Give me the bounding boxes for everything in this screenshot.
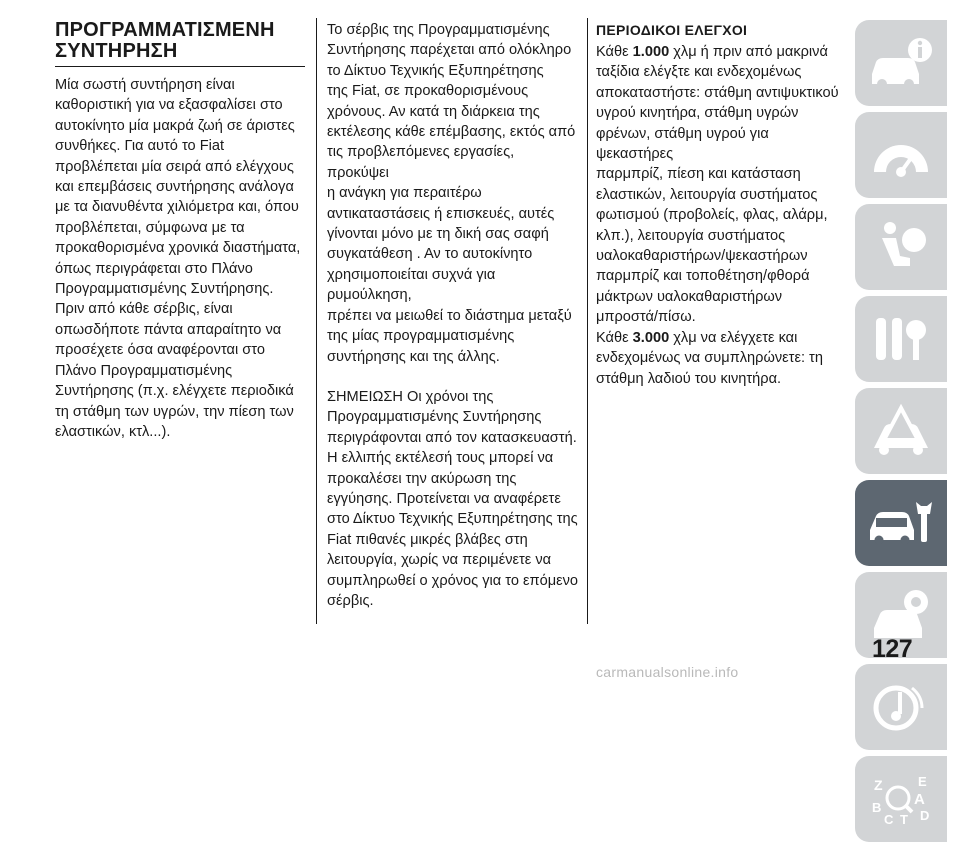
column-divider	[316, 18, 317, 624]
text-line: προβλέπεται, σύμφωνα με τα	[55, 219, 245, 236]
text-line: φρένων, στάθμη υγρού για ψεκαστήρες	[596, 125, 769, 163]
service-paragraph	[327, 20, 579, 367]
text-line: το Δίκτυο Τεχνικής Εξυπηρέτησης	[327, 62, 544, 79]
text-line: υγρού κινητήρα, στάθμη υγρών	[596, 105, 799, 122]
text-line: η ανάγκη για περαιτέρω	[327, 185, 482, 202]
text-line: ελαστικών, λειτουργία συστήματος	[596, 186, 818, 203]
text-line: φωτισμού (προβολείς, φλας, αλάρμ,	[596, 207, 828, 224]
text-line: παρμπρίζ, πίεση και κατάσταση	[596, 166, 801, 183]
svg-text:A: A	[914, 791, 925, 808]
text-line: γίνονται μόνο με τη δική σας σαφή	[327, 226, 549, 243]
text-line: μάκτρων υαλοκαθαριστήρων	[596, 288, 783, 305]
text-line: περιγράφονται από τον κατασκευαστή.	[327, 429, 577, 446]
column-1	[55, 20, 305, 442]
text-line: κλπ.), λειτουργία συστήματος	[596, 227, 786, 244]
text-line: Η ελλιπής εκτέλεσή τους μπορεί να	[327, 450, 554, 467]
tab-starting-driving[interactable]	[855, 296, 947, 382]
text-line: Πριν από κάθε σέρβις, είναι	[55, 301, 233, 318]
chapter-sidebar	[855, 20, 947, 848]
text-line: Πλάνο Προγραμματισμένης	[55, 362, 233, 379]
text-line: στο Δίκτυο Τεχνικής Εξυπηρέτησης της	[327, 511, 578, 528]
tab-emergency[interactable]	[855, 388, 947, 474]
text-line: Προγραμματισμένης Συντήρησης	[327, 409, 542, 426]
page-number: 127	[872, 635, 913, 663]
tab-multimedia[interactable]	[855, 664, 947, 750]
periodic-checks-heading: ΠΕΡΙΟΔΙΚΟΙ ΕΛΕΓΧΟΙ	[596, 22, 748, 38]
text-line: αντικαταστάσεις ή επισκευές, αυτές	[327, 205, 555, 222]
text-line: συνθήκες. Για αυτό το Fiat	[55, 138, 225, 155]
text-line: Fiat πιθανές μικρές βλάβες στη	[327, 531, 528, 548]
tab-dashboard[interactable]	[855, 112, 947, 198]
text-line: προσέχετε όσα αναφέρονται στο	[55, 342, 265, 359]
text-line: ενδεχομένως να συμπληρώνετε: τη	[596, 350, 823, 367]
text-line: αυτοκίνητο μία μακρά ζωή σε άριστες	[55, 117, 295, 134]
checks-1000km-paragraph: Κάθε 1.000 χλμ ή πριν από μακρινά ταξίδια ελέγξτε και ενδεχομένως αποκαταστήστε: στάθμη αντιψυκτικού υγρού κινητήρα, στάθμη υγρών φρένων, στάθμη υγρού για ψεκαστήρες παρμπρίζ, πίεση και κατάσταση ελαστικών, λειτουργία συστήματος φωτισμού (προβολείς, φλας, αλάρμ, κλπ.), λειτουργία συστήματος υαλοκαθαριστήρων/ψεκαστήρων παρμπρίζ και τοποθέτηση/φθορά μάκτρων υαλοκαθαριστήρων μπροστά/πίσω.	[596, 44, 839, 326]
text-line: σέρβις.	[327, 592, 374, 609]
text-line: υαλοκαθαριστήρων/ψεκαστήρων	[596, 248, 808, 265]
text-line: Το σέρβις της Προγραμματισμένης	[327, 22, 550, 38]
column-3	[596, 20, 848, 389]
text-line: τις προβλεπόμενες εργασίες, προκύψει	[327, 144, 515, 181]
text-line: τη στάθμη των υγρών, την πίεση των	[55, 403, 294, 420]
svg-text:Z: Z	[874, 777, 883, 793]
text-line: οπωσδήποτε πάντα απαραίτητο να	[55, 321, 282, 338]
text-line: ΣΗΜΕΙΩΣΗ Οι χρόνοι της	[327, 388, 494, 405]
dashboard-gauge-icon	[866, 124, 936, 186]
text-line: Μία σωστή συντήρηση είναι	[55, 77, 235, 93]
text-line: της Fiat, σε προκαθορισμένους	[327, 83, 529, 100]
airbag-safety-icon	[866, 216, 936, 278]
text-line: πρέπει να μειωθεί το διάστημα μεταξύ	[327, 307, 572, 324]
text-line: στάθμη λαδιού του κινητήρα.	[596, 370, 782, 387]
column-divider	[587, 18, 588, 624]
text-line: Προγραμματισμένης Συντήρησης.	[55, 281, 274, 298]
tab-maintenance[interactable]	[855, 480, 947, 566]
warning-triangle-icon	[866, 400, 936, 462]
text-line: αποκαταστήστε: στάθμη αντιψυκτικού	[596, 84, 839, 101]
text-line: Συντήρησης (π.χ. ελέγχετε περιοδικά	[55, 383, 294, 400]
car-info-icon	[866, 32, 936, 94]
text-line: μπροστά/πίσω.	[596, 309, 696, 326]
text-line: προκαλέσει την ακύρωση της	[327, 470, 517, 487]
text-line: παρμπρίζ και τοποθέτηση/φθορά	[596, 268, 810, 285]
text-line: συγκατάθεση . Αν το αυτοκίνητο	[327, 246, 533, 263]
text-line: εκτέλεσης κάθε επέμβασης, εκτός από	[327, 124, 576, 141]
checks-3000km-paragraph: Κάθε 3.000 χλμ να ελέγχετε και ενδεχομένως να συμπληρώνετε: τη στάθμη λαδιού του κινητήρα.	[596, 329, 823, 387]
note-paragraph	[327, 387, 579, 611]
text-line: προκαθορισμένα χρονικά διαστήματα,	[55, 240, 301, 257]
svg-text:D: D	[920, 808, 930, 823]
text-line: όπως περιγράφεται στο Πλάνο	[55, 260, 253, 277]
text-line: χρόνους. Αν κατά τη διάρκεια της	[327, 103, 540, 120]
tab-index[interactable]	[855, 756, 947, 842]
text-line: ελαστικών, κτλ...).	[55, 423, 171, 440]
svg-text:T: T	[900, 812, 908, 827]
text-line: της μίας προγραμματισμένης	[327, 328, 515, 345]
alphabetical-index-icon	[866, 768, 936, 830]
intro-paragraph	[55, 75, 305, 442]
svg-text:E: E	[918, 774, 927, 789]
watermark: carmanualsonline.info	[596, 664, 739, 680]
svg-text:B: B	[872, 800, 882, 815]
text-line: ταξίδια ελέγξτε και ενδεχομένως	[596, 64, 802, 81]
text-line: προβλέπεται μία σειρά από ελέγχους	[55, 158, 294, 175]
tab-vehicle-info[interactable]	[855, 20, 947, 106]
multimedia-icon	[866, 676, 936, 738]
tab-safety[interactable]	[855, 204, 947, 290]
text-line: και επεμβάσεις συντήρησης ανάλογα	[55, 179, 294, 196]
text-line: χρησιμοποιείται συχνά για ρυμούλκηση,	[327, 266, 496, 304]
text-line: συμπληρωθεί ο χρόνος για το επόμενο	[327, 572, 579, 589]
text-line: λειτουργία, χωρίς να περιμένετε να	[327, 552, 552, 569]
text-line: εγγύησης. Προτείνεται να αναφέρετε	[327, 490, 561, 507]
section-title: ΠΡΟΓΡΑΜΜΑΤΙΣΜΕΝΗ ΣΥΝΤΗΡΗΣΗ	[55, 20, 305, 67]
key-start-icon	[866, 308, 936, 370]
text-line: καθοριστική για να εξασφαλίσει στο	[55, 97, 283, 114]
car-maintenance-icon	[866, 492, 936, 554]
column-2	[327, 20, 579, 611]
svg-text:C: C	[884, 812, 894, 827]
text-line: με τα διανυθέντα χιλιόμετρα και, όπου	[55, 199, 299, 216]
text-line: Συντήρησης παρέχεται από ολόκληρο	[327, 42, 572, 59]
text-line: συντήρησης και της άλλης.	[327, 348, 500, 365]
